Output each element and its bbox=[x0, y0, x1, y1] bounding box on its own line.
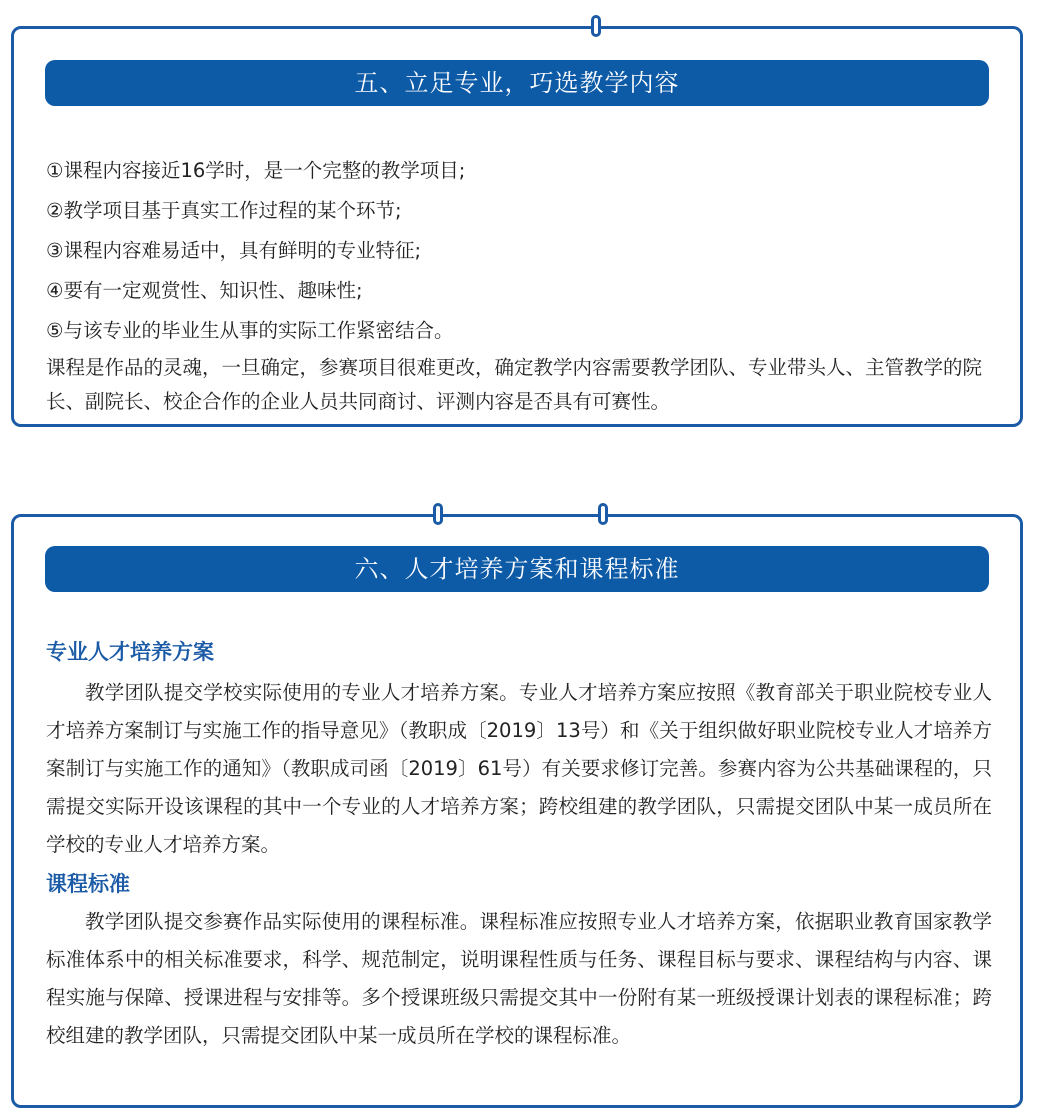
section-5-summary: 课程是作品的灵魂，一旦确定，参赛项目很难更改，确定教学内容需要教学团队、专业带头人、主管教学的院长、副院长、校企合作的企业人员共同商讨、评测内容是否具有可赛性。 bbox=[46, 356, 983, 413]
paragraph-course-standard: 教学团队提交参赛作品实际使用的课程标准。课程标准应按照专业人才培养方案，依据职业教育国家教学标准体系中的相关标准要求，科学、规范制定，说明课程性质与任务、课程目标与要求、课程结构与内容、课程实施与保障、授课进程与安排等。多个授课班级只需提交其中一份附有某一班级授课计划表的课程标准；跨校组建的教学团队，只需提交团队中某一成员所在学校的课程标准。 bbox=[46, 910, 992, 1047]
connector-knob bbox=[591, 15, 601, 37]
list-item: ②教学项目基于真实工作过程的某个环节; bbox=[46, 199, 402, 222]
subheading-training-plan: 专业人才培养方案 bbox=[46, 640, 214, 664]
paragraph-training-plan: 教学团队提交学校实际使用的专业人才培养方案。专业人才培养方案应按照《教育部关于职业院校专业人才培养方案制订与实施工作的指导意见》（教职成〔2019〕13号）和《关于组织做好职业院校专业人才培养方案制订与实施工作的通知》（教职成司函〔2019〕61号）有关要求修订完善。参赛内容为公共基础课程的，只需提交实际开设该课程的其中一个专业的人才培养方案；跨校组建的教学团队，只需提交团队中某一成员所在学校的专业人才培养方案。 bbox=[46, 681, 992, 856]
list-item: ⑤与该专业的毕业生从事的实际工作紧密结合。 bbox=[46, 319, 454, 342]
section-title-6: 六、人才培养方案和课程标准 bbox=[45, 546, 989, 592]
connector-line bbox=[394, 26, 694, 29]
section-title-5: 五、立足专业，巧选教学内容 bbox=[45, 60, 989, 106]
subheading-course-standard: 课程标准 bbox=[46, 872, 130, 896]
connector-knob-right bbox=[598, 503, 608, 525]
content-criteria-list bbox=[46, 151, 990, 351]
connector-line bbox=[314, 514, 694, 517]
connector-knob-left bbox=[433, 503, 443, 525]
list-item: ④要有一定观赏性、知识性、趣味性; bbox=[46, 279, 363, 302]
list-item: ①课程内容接近16学时，是一个完整的教学项目; bbox=[46, 159, 466, 182]
list-item: ③课程内容难易适中，具有鲜明的专业特征; bbox=[46, 239, 422, 262]
section-card-6 bbox=[11, 514, 1023, 1108]
section-card-5 bbox=[11, 26, 1023, 427]
